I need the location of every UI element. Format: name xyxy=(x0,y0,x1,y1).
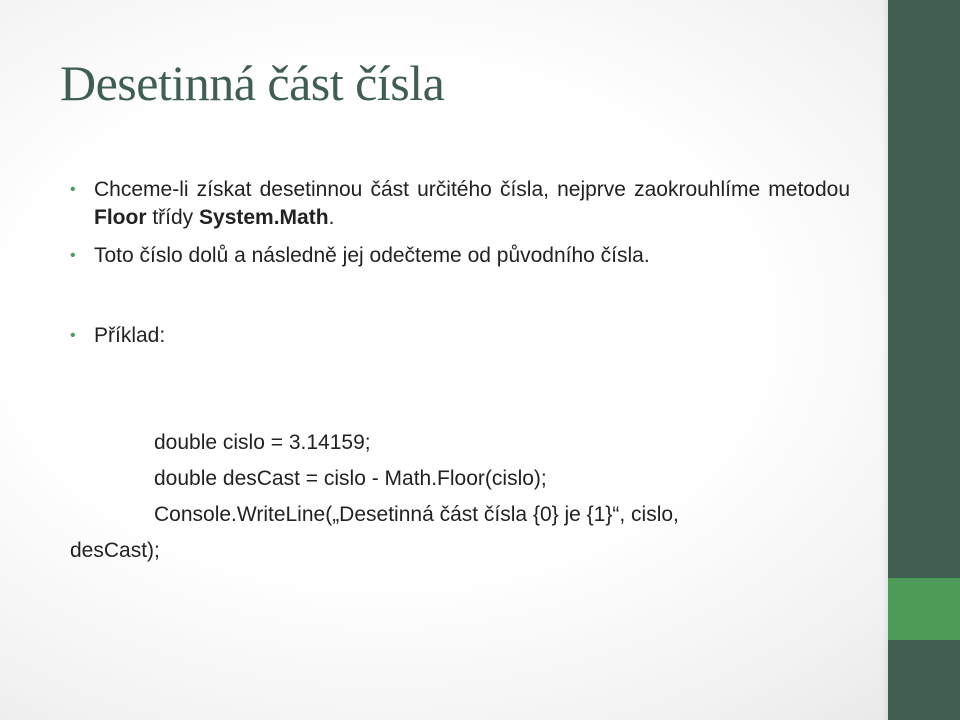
bullet-text: třídy xyxy=(146,206,200,229)
bullet-item xyxy=(70,176,850,232)
code-line: Console.WriteLine(„Desetinná část čísla {0} je {1}“, cislo, xyxy=(154,503,679,526)
bullet-text: Toto číslo dolů a následně jej odečteme od původního čísla. xyxy=(94,244,650,267)
bullet-dot-icon: • xyxy=(70,327,76,344)
bullet-dot-icon: • xyxy=(70,181,76,198)
bullet-text: . xyxy=(328,206,335,229)
bullet-bold-class: System.Math xyxy=(199,206,329,229)
bullet-item xyxy=(70,242,850,270)
bullet-dot-icon: • xyxy=(70,247,76,264)
bullet-text: Chceme-li získat desetinnou část určitého čísla, nejprve zaokrouhlíme metodou xyxy=(94,178,850,201)
code-line: double desCast = cislo - Math.Floor(cislo); xyxy=(154,467,547,490)
bullet-bold-floor: Floor xyxy=(94,206,147,229)
bullet-item xyxy=(70,322,850,350)
bullet-text: Příklad: xyxy=(94,324,166,347)
code-line-continuation: desCast); xyxy=(70,539,160,562)
code-line: double cislo = 3.14159; xyxy=(154,431,371,454)
bullet-list xyxy=(70,176,850,350)
slide-title: Desetinná část čísla xyxy=(60,55,445,111)
code-example xyxy=(70,425,830,569)
side-accent xyxy=(888,578,960,640)
